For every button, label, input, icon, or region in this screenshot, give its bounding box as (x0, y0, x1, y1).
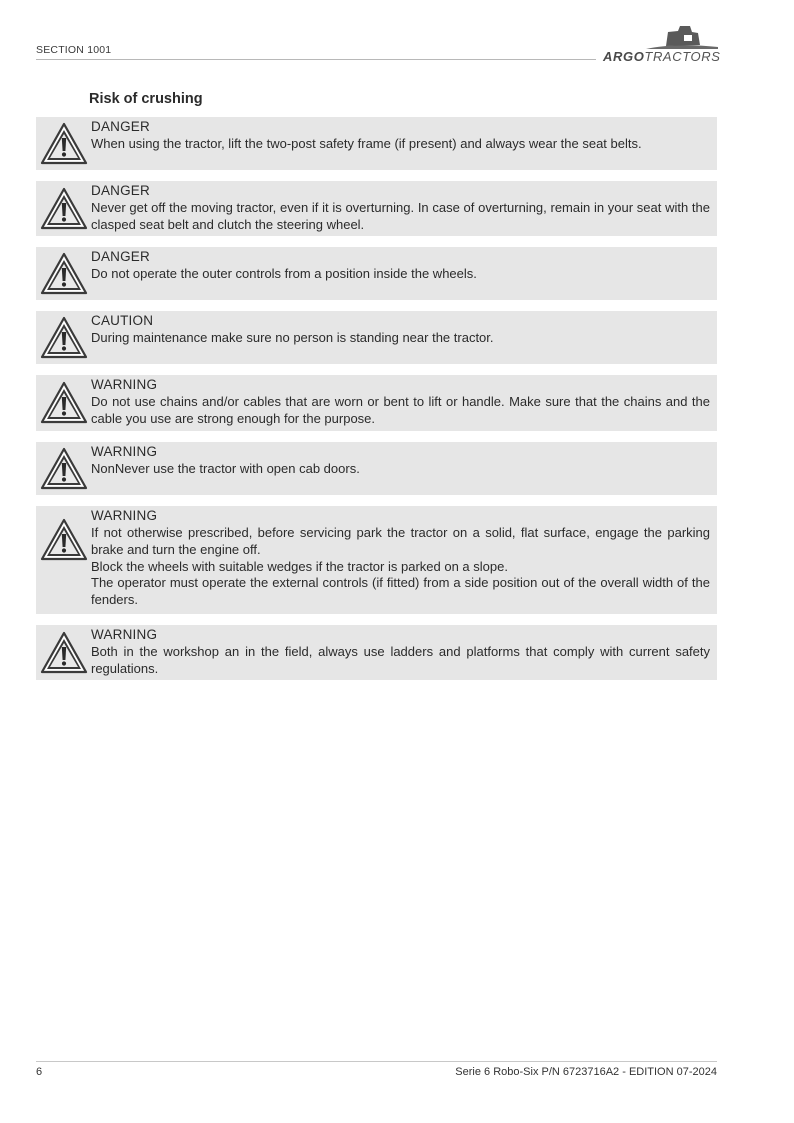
notice-message-line: Do not use chains and/or cables that are worn or bent to lift or handle. Make sure that the chains and the cable you use are strong enough for the purpose. (91, 394, 710, 426)
notice-kind-label: WARNING (91, 444, 158, 459)
logo-wordmark-regular: TRACTORS (644, 49, 721, 64)
warning-triangle-icon (40, 631, 88, 680)
argo-tractors-logo (600, 24, 720, 64)
section-label: SECTION 1001 (36, 44, 112, 56)
notice-kind-label: CAUTION (91, 313, 154, 328)
notice-warning-box (36, 442, 717, 495)
notice-message-line: NonNever use the tractor with open cab doors. (91, 461, 360, 476)
notice-danger-box (36, 247, 717, 300)
notice-message (91, 266, 710, 283)
notice-message-line: During maintenance make sure no person is standing near the tractor. (91, 330, 494, 345)
notice-warning-box (36, 625, 717, 680)
notice-danger-box (36, 117, 717, 170)
notice-message-line: Do not operate the outer controls from a position inside the wheels. (91, 266, 477, 281)
notice-warning-box (36, 375, 717, 431)
footer-rule (36, 1061, 717, 1062)
header-rule (36, 59, 596, 60)
notice-message-line: When using the tractor, lift the two-post safety frame (if present) and always wear the seat belts. (91, 136, 642, 151)
notice-kind-label: DANGER (91, 183, 150, 198)
notice-danger-box (36, 181, 717, 236)
document-reference: Serie 6 Robo-Six P/N 6723716A2 - EDITION 07-2024 (455, 1066, 717, 1078)
notice-message-line: If not otherwise prescribed, before servicing park the tractor on a solid, flat surface, engage the parking brake and turn the engine off. (91, 525, 710, 557)
notice-message-line: Block the wheels with suitable wedges if the tractor is parked on a slope. (91, 558, 508, 574)
notice-message (91, 330, 710, 347)
notice-kind-label: DANGER (91, 119, 150, 134)
section-title: Risk of crushing (89, 91, 203, 107)
warning-triangle-icon (40, 316, 88, 365)
notice-kind-label: WARNING (91, 627, 158, 642)
notice-message (91, 200, 710, 234)
warning-triangle-icon (40, 187, 88, 236)
warning-triangle-icon (40, 381, 88, 430)
notice-message (91, 644, 710, 678)
tractor-silhouette-icon (644, 24, 720, 50)
warning-triangle-icon (40, 122, 88, 171)
notice-message (91, 525, 710, 609)
notice-kind-label: WARNING (91, 508, 158, 523)
warning-triangle-icon (40, 252, 88, 301)
notice-caution-box (36, 311, 717, 364)
warning-triangle-icon (40, 447, 88, 496)
logo-wordmark-bold: ARGO (603, 49, 645, 64)
logo-wordmark (603, 49, 720, 64)
page-number: 6 (36, 1066, 43, 1078)
notice-warning-box (36, 506, 717, 614)
notice-kind-label: WARNING (91, 377, 158, 392)
notice-message-line: Both in the workshop an in the field, always use ladders and platforms that comply with current safety regulations. (91, 644, 710, 676)
notice-message (91, 461, 710, 478)
notice-message (91, 136, 710, 153)
notice-message-line: The operator must operate the external controls (if fitted) from a side position out of the overall width of the fenders. (91, 575, 710, 608)
notice-kind-label: DANGER (91, 249, 150, 264)
notice-message (91, 394, 710, 428)
notice-message-line: Never get off the moving tractor, even if it is overturning. In case of overturning, remain in your seat with the clasped seat belt and clutch the steering wheel. (91, 200, 710, 232)
warning-triangle-icon (40, 518, 88, 567)
